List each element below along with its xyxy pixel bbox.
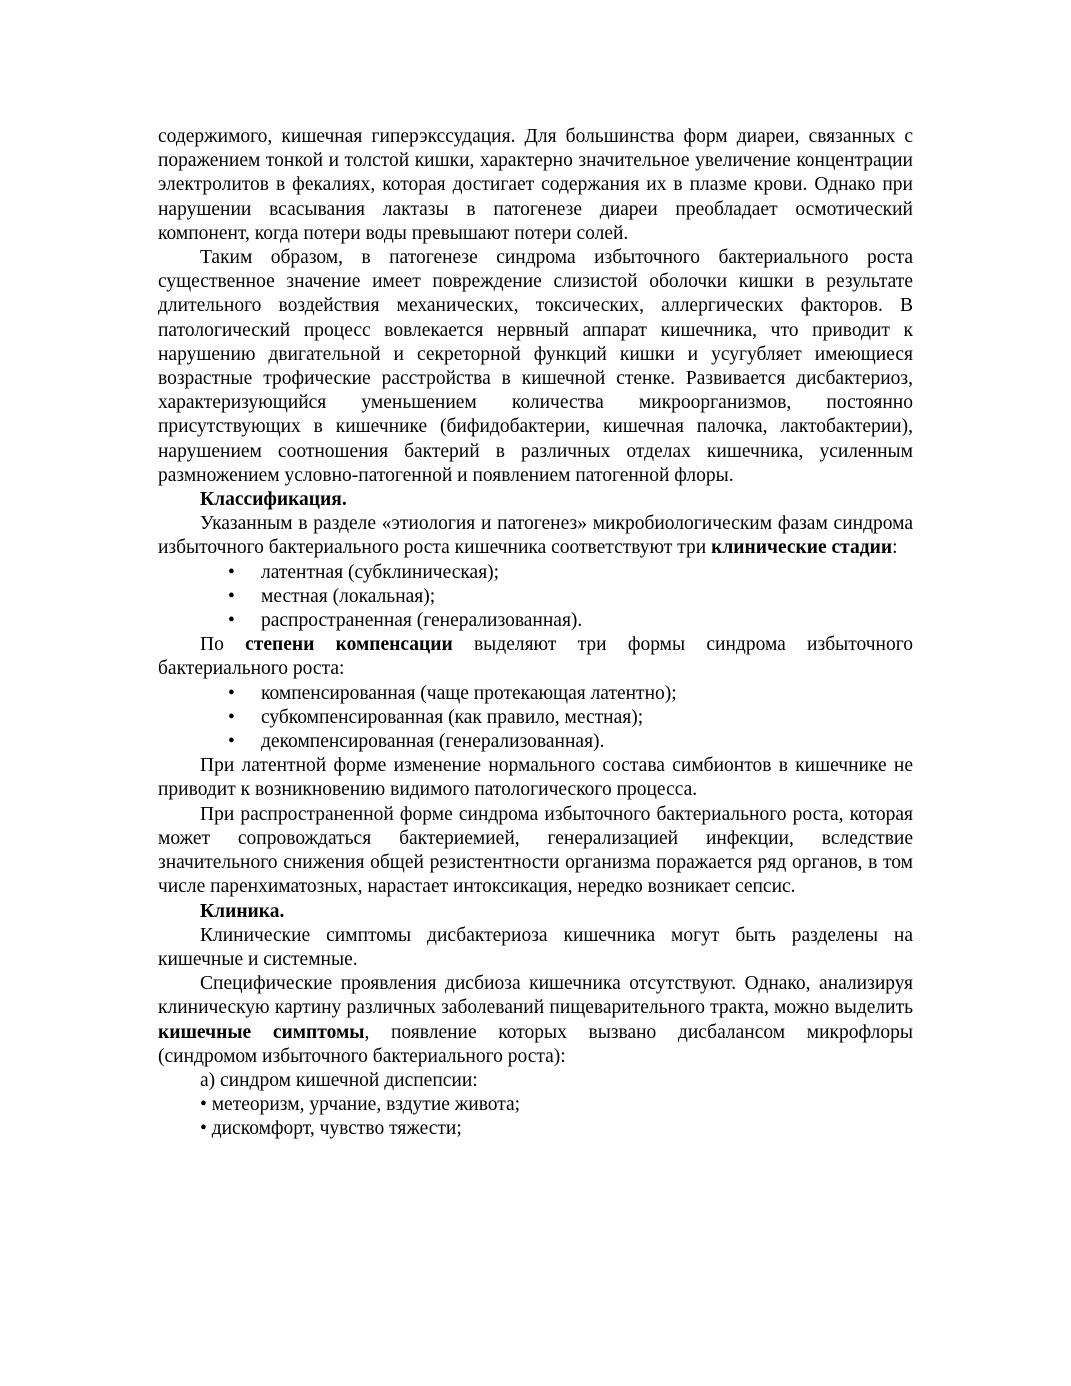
heading-classification: Классификация. [200, 489, 347, 511]
list-item [158, 730, 913, 754]
list-item-text: местная (локальная); [261, 585, 436, 607]
list-item: • дискомфорт, чувство тяжести; [200, 1118, 462, 1140]
paragraph-text: По [200, 634, 246, 656]
list-item [158, 609, 913, 633]
bullet-icon: • [228, 706, 235, 728]
list-item [158, 706, 913, 730]
bullet-icon: • [228, 682, 235, 704]
paragraph-tail: : [892, 537, 898, 559]
document-page [158, 125, 913, 1142]
bold-term-intestinal-symptoms: кишечные симптомы [158, 1021, 365, 1043]
list-item: • метеоризм, урчание, вздутие живота; [200, 1094, 521, 1116]
paragraph-text: Специфические проявления дисбиоза кишечника отсутствуют. Однако, анализируя клиническую картину различных заболеваний пищеварительного тракта, можно выделить [158, 973, 913, 1019]
paragraph-pathogenesis-summary: Таким образом, в патогенезе синдрома избыточного бактериального роста существенное значение имеет повреждение слизистой оболочки кишки в результате длительного воздействия механических, токсических, аллергических факторов. В патологический процесс вовлекается нервный аппарат кишечника, что приводит к нарушению двигательной и секреторной функций кишки и усугубляет имеющиеся возрастные трофические расстройства в кишечной стенке. Развивается дисбактериоз, характеризующийся уменьшением количества микроорганизмов, постоянно присутствующих в кишечнике (бифидобактерии, кишечная палочка, лактобактерии), нарушением соотношения бактерий в различных отделах кишечника, усиленным размножением условно-патогенной и появлением патогенной флоры. [158, 247, 913, 486]
paragraph-text: Указанным в разделе «этиология и патогенез» микробиологическим фазам синдрома избыточного бактериального роста кишечника соответствуют три [158, 513, 913, 559]
paragraph-intestinal-symptoms [158, 972, 913, 1069]
paragraph-diarrhea-pathogenesis: содержимого, кишечная гиперэкссудация. Для большинства форм диареи, связанных с поражением тонкой и толстой кишки, характерно значительное увеличение концентрации электролитов в фекалиях, которая достигает содержания их в плазме крови. Однако при нарушении всасывания лактазы в патогенезе диареи преобладает осмотический компонент, когда потери воды превышают потери солей. [158, 126, 913, 244]
bullet-icon: • [228, 610, 235, 632]
paragraph-latent-form: При латентной форме изменение нормального состава симбионтов в кишечнике не приводит к возникновению видимого патологического процесса. [158, 755, 913, 801]
paragraph-clinical-stages [158, 512, 913, 560]
list-item [158, 561, 913, 585]
list-a-title: а) синдром кишечной диспепсии: [200, 1069, 478, 1091]
list-item-text: субкомпенсированная (как правило, местная); [261, 706, 644, 728]
heading-clinic: Клиника. [200, 900, 285, 922]
paragraph-tail: , появление которых вызвано дисбалансом микрофлоры (синдромом избыточного бактериального роста): [158, 1021, 913, 1067]
list-item-text: декомпенсированная (генерализованная). [261, 731, 605, 753]
paragraph-tail: выделяют три формы синдрома избыточного бактериального роста: [158, 634, 913, 680]
bullet-icon: • [228, 561, 235, 583]
compensation-list [158, 682, 913, 755]
list-item-text: распространенная (генерализованная). [261, 610, 583, 632]
paragraph-symptoms-intro: Клинические симптомы дисбактериоза кишечника могут быть разделены на кишечные и системные. [158, 924, 913, 970]
list-item [158, 585, 913, 609]
bold-term-clinical-stages: клинические стадии [711, 537, 893, 559]
stages-list [158, 561, 913, 634]
list-item-text: компенсированная (чаще протекающая латентно); [261, 682, 677, 704]
bullet-icon: • [228, 731, 235, 753]
paragraph-generalized-form: При распространенной форме синдрома избыточного бактериального роста, которая может сопровождаться бактериемией, генерализацией инфекции, вследствие значительного снижения общей резистентности организма поражается ряд органов, в том числе паренхиматозных, нарастает интоксикация, нередко возникает сепсис. [158, 803, 913, 898]
list-item [158, 682, 913, 706]
bullet-icon: • [228, 585, 235, 607]
list-item-text: латентная (субклиническая); [261, 561, 500, 583]
paragraph-compensation [158, 633, 913, 681]
bold-term-compensation: степени компенсации [245, 634, 453, 656]
